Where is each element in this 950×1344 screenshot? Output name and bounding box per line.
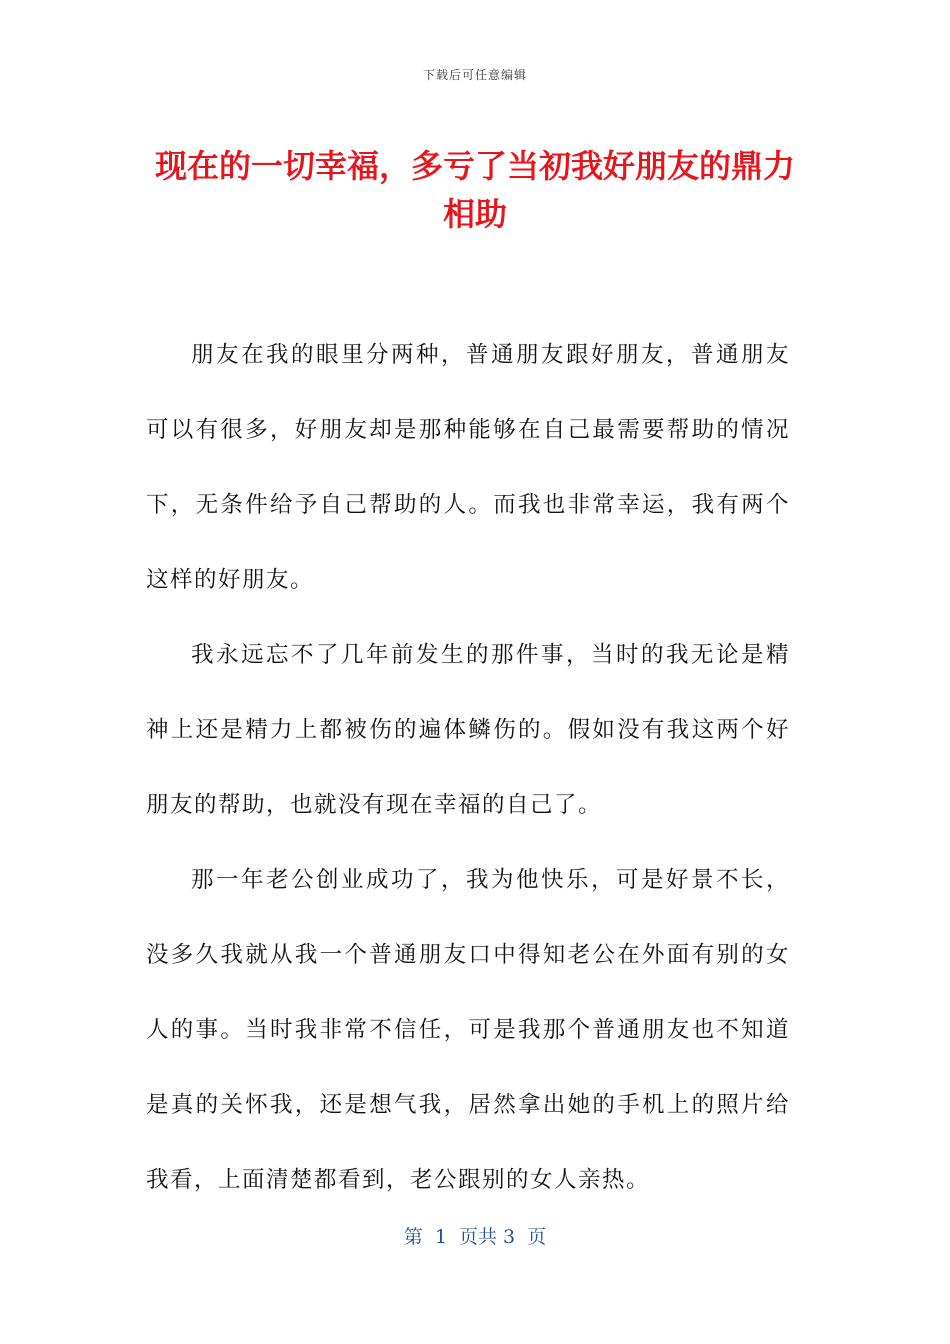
paragraph-3: 那一年老公创业成功了，我为他快乐，可是好景不长，没多久我就从我一个普通朋友口中得知老公在外面有别的女人的事。当时我非常不信任，可是我那个普通朋友也不知道是真的关怀我，还是想气我，居然拿出她的手机上的照片给我看，上面清楚都看到，老公跟别的女人亲热。 (146, 867, 790, 1193)
paragraph-1: 朋友在我的眼里分两种，普通朋友跟好朋友，普通朋友可以有很多，好朋友却是那种能够在自己最需要帮助的情况下，无条件给予自己帮助的人。而我也非常幸运，我有两个这样的好朋友。 (146, 342, 790, 593)
page-footer: 第 1 页共 3 页 (403, 1226, 547, 1248)
header-note: 下载后可任意编辑 (422, 68, 527, 82)
paragraph-2: 我永远忘不了几年前发生的那件事，当时的我无论是精神上还是精力上都被伤的遍体鳞伤的。假如没有我这两个好朋友的帮助，也就没有现在幸福的自己了。 (146, 642, 790, 818)
page-title: 现在的一切幸福，多亏了当初我好朋友的鼎力相助 (154, 147, 795, 233)
document-body (146, 318, 790, 1218)
